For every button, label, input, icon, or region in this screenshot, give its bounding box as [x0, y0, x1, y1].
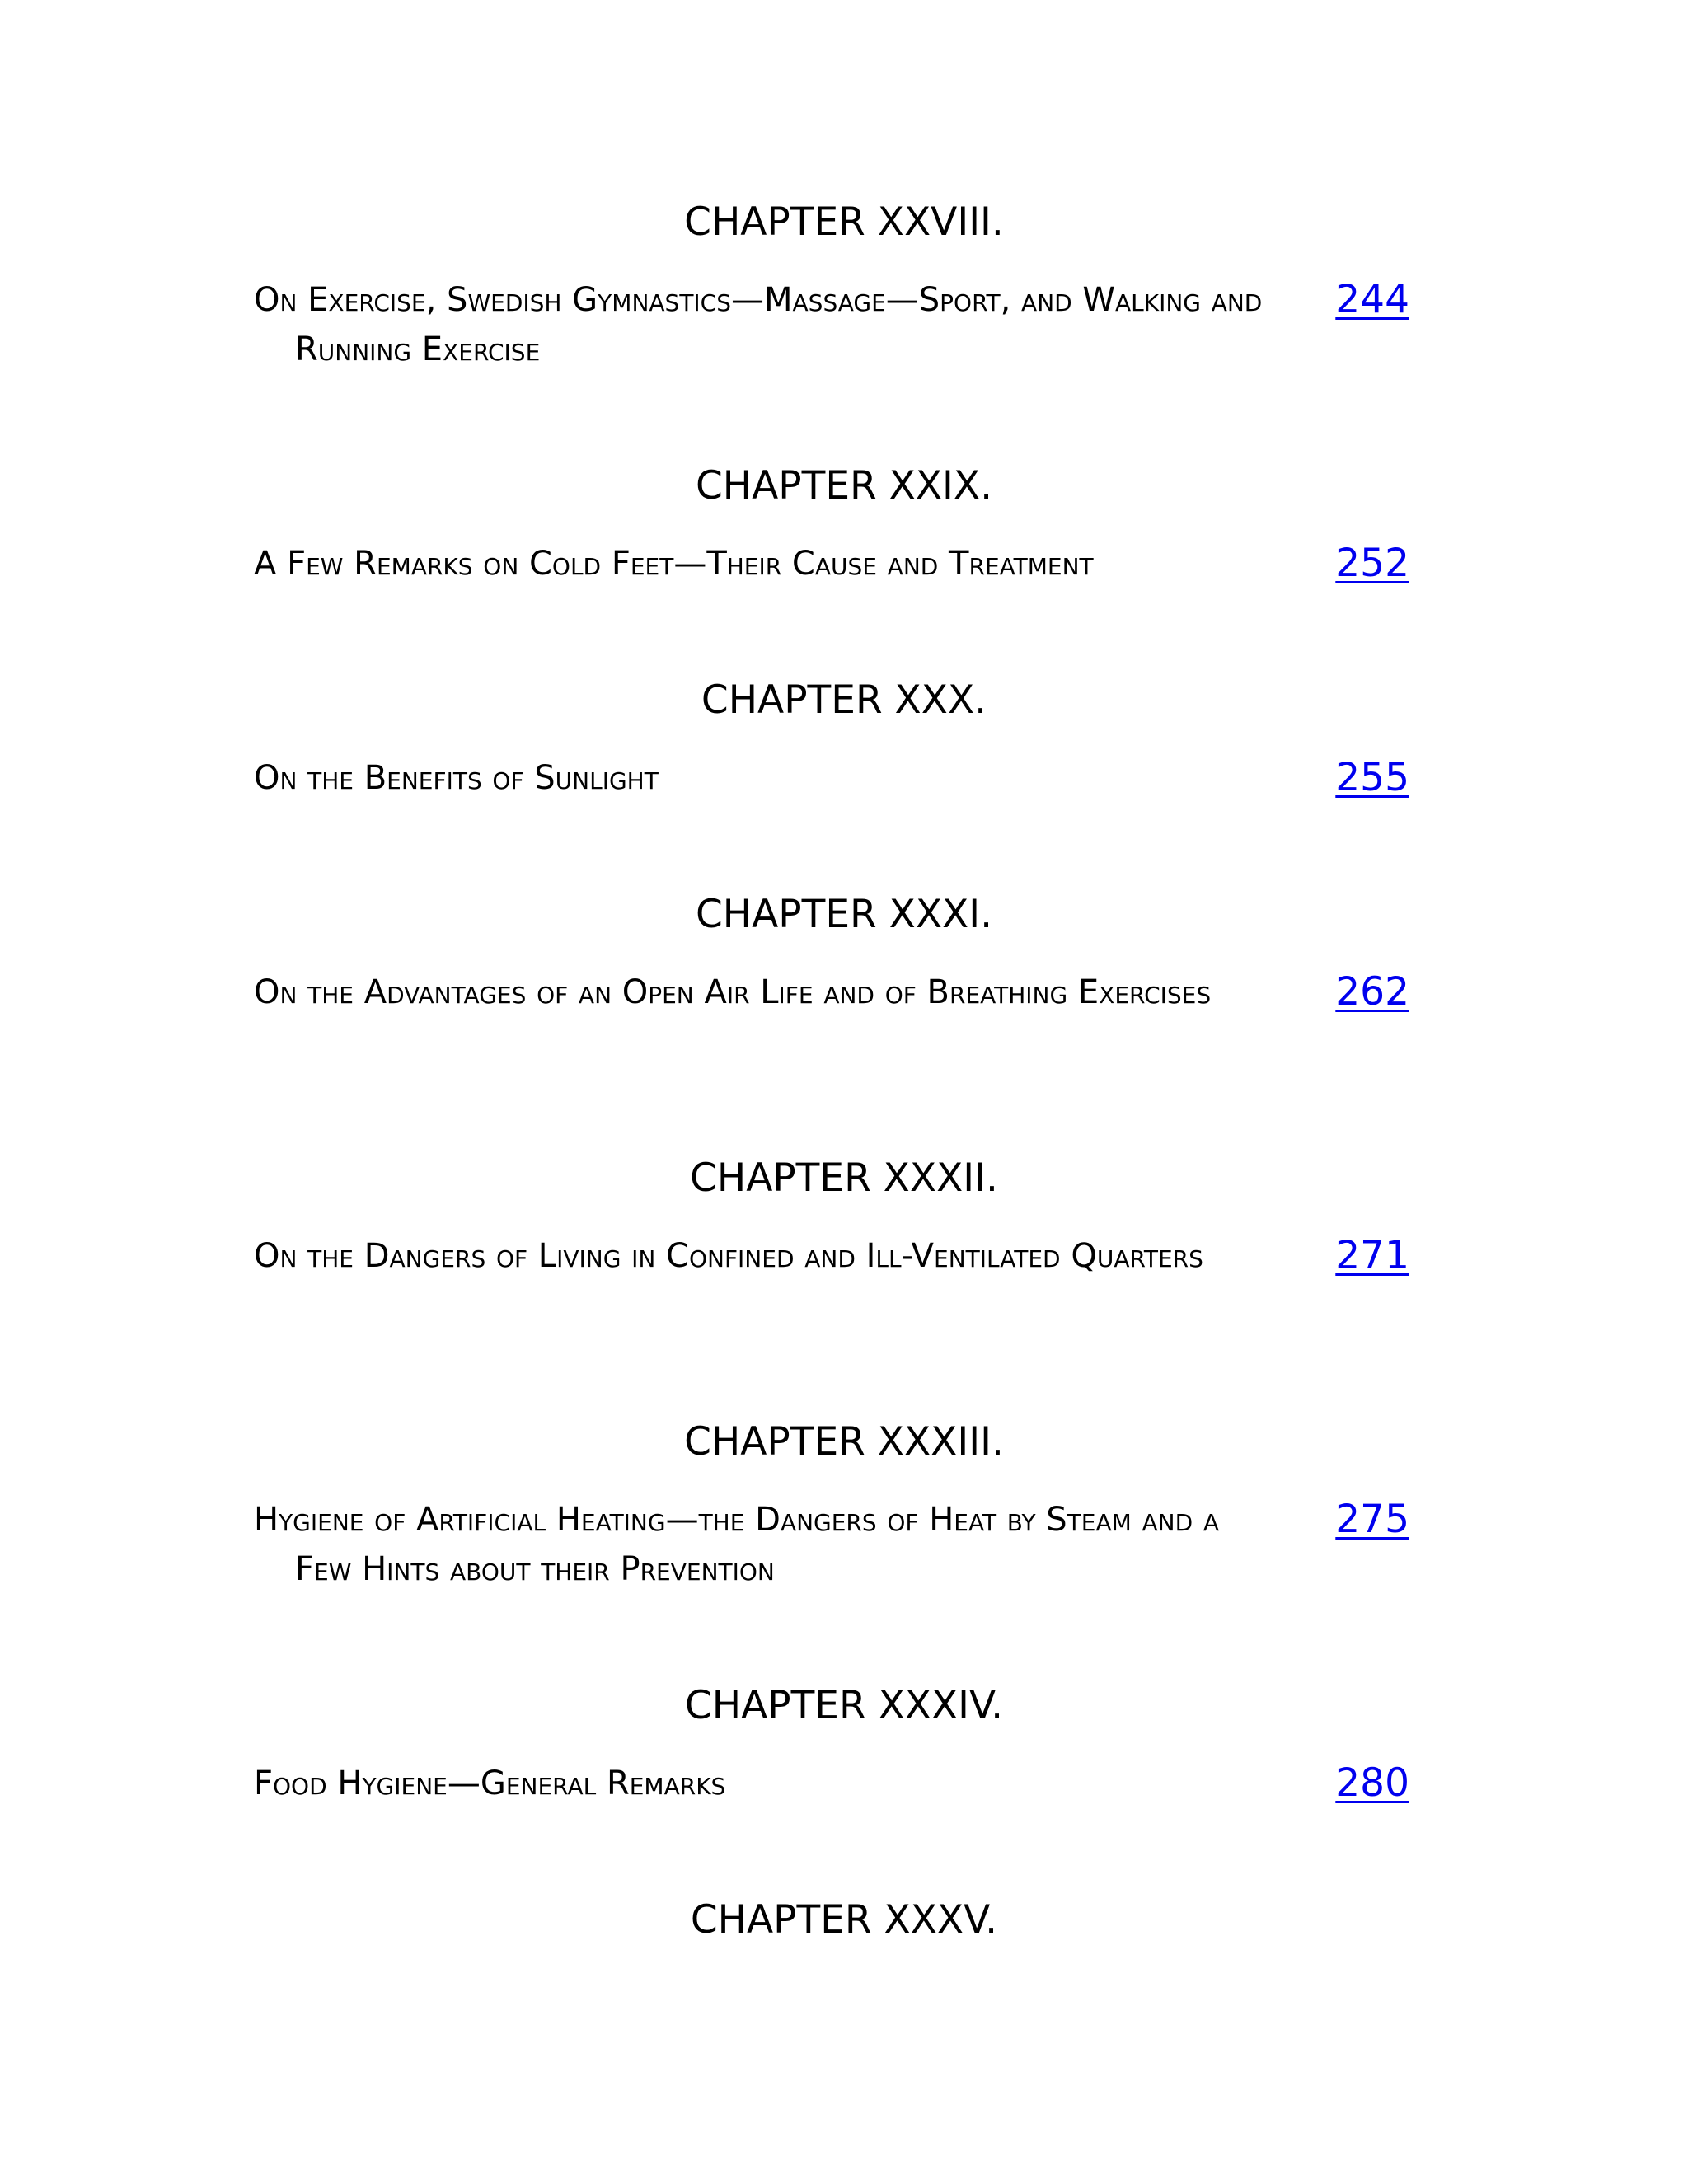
- page-number-link[interactable]: 262: [1335, 969, 1409, 1015]
- chapter-title: A Few Remarks on Cold Feet—Their Cause and Treatment: [254, 545, 1094, 583]
- page-number-link[interactable]: 271: [1335, 1233, 1409, 1278]
- chapter-heading: CHAPTER XXXIV.: [684, 1683, 1004, 1728]
- page-number-link[interactable]: 252: [1335, 541, 1409, 586]
- page-number-link[interactable]: 255: [1335, 755, 1409, 800]
- toc-entry: [254, 1759, 1441, 1808]
- chapter-title: Hygiene of Artificial Heating—the Dangers of Heat by Steam and a Few Hints about their Prevention: [254, 1501, 1220, 1588]
- chapter-heading: CHAPTER XXX.: [701, 677, 987, 723]
- chapter-title: Food Hygiene—General Remarks: [254, 1765, 726, 1802]
- chapter-heading: CHAPTER XXXII.: [690, 1155, 998, 1201]
- chapter-heading: CHAPTER XXXIII.: [684, 1419, 1004, 1465]
- page-number-link[interactable]: 275: [1335, 1497, 1409, 1542]
- chapter-heading: CHAPTER XXXI.: [695, 892, 993, 937]
- page-number-link[interactable]: 244: [1335, 277, 1409, 322]
- toc-entry: [254, 753, 1441, 803]
- toc-entry: [254, 275, 1441, 374]
- chapter-title: On the Benefits of Sunlight: [254, 759, 659, 797]
- chapter-title: On Exercise, Swedish Gymnastics—Massage—Sport, and Walking and Running Exercise: [254, 281, 1263, 368]
- chapter-heading: CHAPTER XXVIII.: [684, 199, 1004, 245]
- chapter-title: On the Dangers of Living in Confined and Ill-Ventilated Quarters: [254, 1237, 1203, 1275]
- page-number-link[interactable]: 280: [1335, 1760, 1409, 1806]
- toc-entry: [254, 1231, 1441, 1281]
- chapter-heading: CHAPTER XXXV.: [690, 1897, 998, 1943]
- toc-entry: [254, 968, 1441, 1017]
- chapter-title: On the Advantages of an Open Air Life and of Breathing Exercises: [254, 973, 1212, 1011]
- toc-entry: [254, 1495, 1441, 1594]
- chapter-heading: CHAPTER XXIX.: [695, 463, 993, 509]
- toc-entry: [254, 539, 1441, 588]
